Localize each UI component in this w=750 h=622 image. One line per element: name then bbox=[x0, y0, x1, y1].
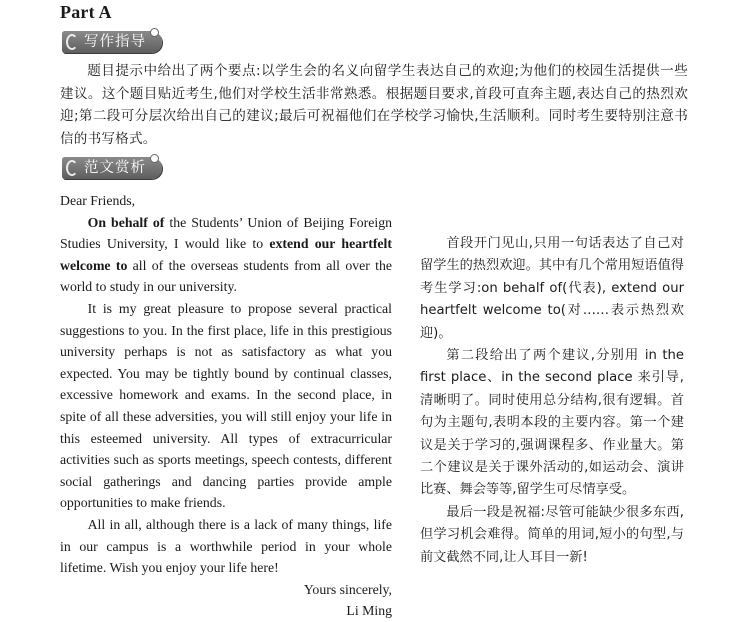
letter-text: all of the overseas students from all over the world to study in our university. bbox=[60, 257, 392, 295]
letter-signature: Li Ming bbox=[346, 603, 392, 619]
curl-ornament-icon bbox=[66, 160, 78, 176]
writing-guide-paragraph: 题目提示中给出了两个要点:以学生会的名义向留学生表达自己的欢迎;为他们的校园生活提供一些建议。这个题目贴近考生,他们对学校生活非常熟悉。根据题目要求,首段可直奔主题,表达自己的热烈欢迎;第二段可分层次给出自己的建议;最后可祝福他们在学校学习愉快,生活顺利。同时考生要特别注意书信的书写格式。 bbox=[60, 63, 688, 147]
letter-paragraph-2: It is my great pleasure to propose several practical suggestions to you. In the first place, life in this prestigious university perhaps is not as satisfactory as what you expected. You may be tightly bound by continual classes, excessive homework and exams. In the second place, in spite of all these adversities, you will still enjoy your life in this esteemed university. All types of extracurricular activities such as sports meetings, speech contests, different social gatherings and dancing parties provide ample opportunities to make friends. bbox=[60, 300, 392, 511]
section-tag-model-essay bbox=[62, 157, 162, 179]
commentary-paragraph-3: 最后一段是祝福:尽管可能缺少很多东西,但学习机会难得。简单的用词,短小的句型,与前文截然不同,让人耳目一新! bbox=[420, 504, 684, 565]
key-phrase: extend our heartfelt welcome to bbox=[60, 236, 392, 273]
key-phrase: On behalf of bbox=[87, 214, 165, 230]
section-tag-label: 写作指导 bbox=[84, 34, 146, 50]
commentary-paragraph-1: 首段开门见山,只用一句话表达了自己对留学生的热烈欢迎。其中有几个常用短语值得考生学习:on behalf of(代表), extend our heartfelt welcome to(对……表示热烈欢迎)。 bbox=[420, 236, 684, 341]
letter-paragraph-1 bbox=[60, 212, 392, 298]
section-tag-shape bbox=[62, 31, 162, 53]
part-title: Part A bbox=[60, 2, 112, 22]
curl-ornament-icon bbox=[66, 34, 78, 50]
commentary bbox=[420, 233, 684, 569]
section-tag-shape bbox=[62, 157, 162, 179]
letter-paragraph-3: All in all, although there is a lack of many things, life in our campus is a worthwhile period in your whole lifetime. Wish you enjoy your life here! bbox=[60, 516, 392, 576]
dot-ornament-icon bbox=[150, 154, 159, 163]
section-tag-writing-guide bbox=[62, 31, 162, 53]
letter-salutation: Dear Friends, bbox=[60, 193, 136, 208]
model-letter bbox=[60, 190, 392, 622]
letter-closing: Yours sincerely, bbox=[303, 581, 392, 597]
commentary-paragraph-2: 第二段给出了两个建议,分别用 in the first place、in the second place 来引导,清晰明了。同时使用总分结构,很有逻辑。首句为主题句,表明本段的主要内容。第一个建议是关于学习的,强调课程多、作业量大。第二个建议是关于课外活动的,如运动会、演讲比赛、舞会等等,留学生可尽情享受。 bbox=[420, 348, 684, 498]
dot-ornament-icon bbox=[150, 28, 159, 37]
section-tag-label: 范文赏析 bbox=[84, 160, 146, 176]
letter-text: the Students’ Union of Beijing Foreign Studies University, I would like to bbox=[60, 214, 392, 252]
